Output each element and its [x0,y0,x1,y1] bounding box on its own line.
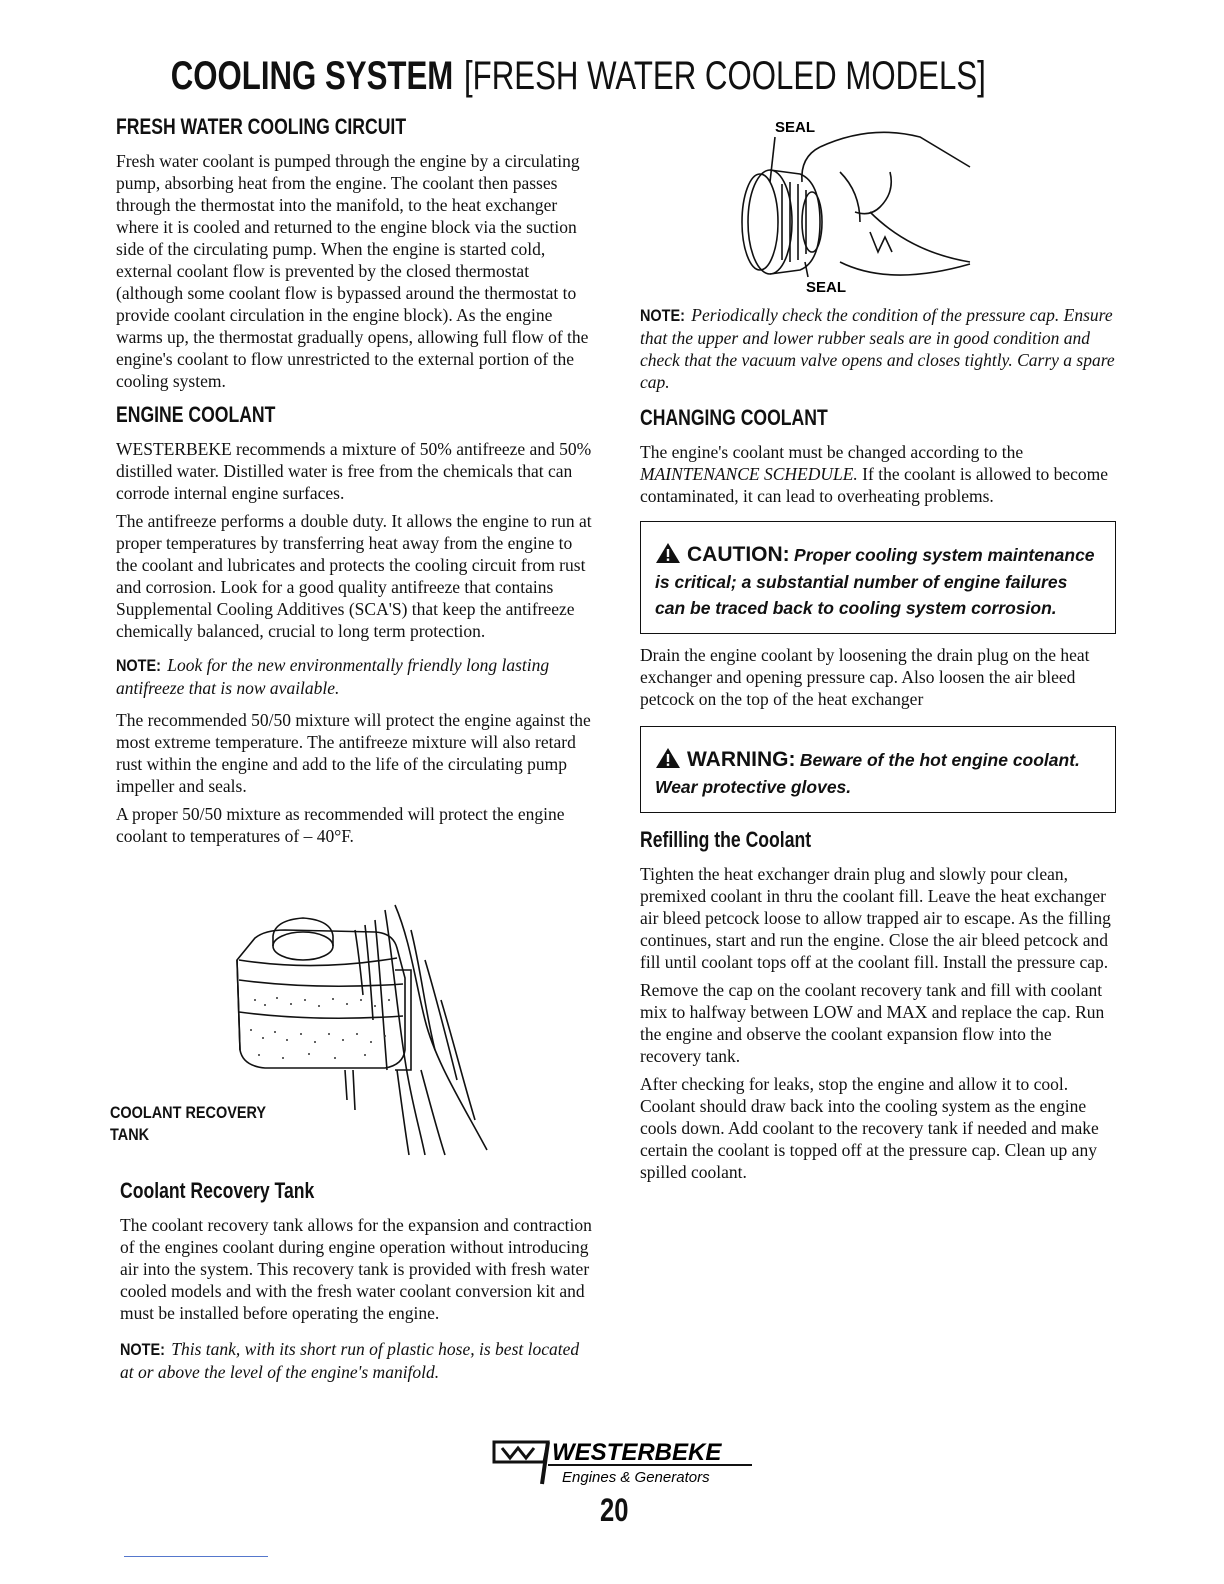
changing-coolant-paragraph [640,441,1116,507]
seal-top-label: SEAL [775,119,816,136]
refilling-paragraph-2: Remove the cap on the coolant recovery tank and fill with coolant mix to halfway between LOW and MAX and replace the cap. Run the engine and observe the coolant expansion flow into the recovery tank. [640,980,1105,1066]
title-main: COOLING SYSTEM [171,54,454,98]
engine-coolant-paragraph-2: The antifreeze performs a double duty. It allows the engine to run at proper temperatures by transferring heat away from the engine to the coolant and lubricates and protects the cooling circuit from rust and corrosion. Look for a good quality antifreeze that contains Supplemental Cooling Additives (SCA'S) that keep the antifreeze chemically balanced, crucial to long term protection. [116,511,592,641]
engine-coolant-paragraph-1: WESTERBEKE recommends a mixture of 50% antifreeze and 50% distilled water. Distilled water is free from the chemicals that can corrode internal engine surfaces. [116,439,592,503]
refilling-paragraph-3: After checking for leaks, stop the engine and allow it to cool. Coolant should draw back into the cooling system as the engine cools down. Add coolant to the recovery tank if needed and make certain the coolant is topped off at the pressure cap. Clean up any spilled coolant. [640,1074,1099,1182]
bottom-rule [124,1556,268,1557]
brand-name: WESTERBEKE [552,1439,722,1466]
caution-text: Proper cooling system maintenance is critical; a substantial number of engine failures can be traced back to cooling system corrosion. [655,545,1095,618]
warning-triangle-icon [655,747,681,774]
fresh-water-paragraph: Fresh water coolant is pumped through the engine by a circulating pump, absorbing heat from the engine. The coolant then passes through the thermostat into the manifold, to the heat exchanger where it is cooled and returned to the engine block via the suction side of the circulating pump. When the engine is started cold, external coolant flow is prevented by the closed thermostat (although some coolant flow is bypassed around the thermostat to provide coolant circulation in the engine block). As the engine warms up, the thermostat gradually opens, allowing full flow of the engine's coolant to flow unrestricted to the external portion of the cooling system. [116,151,589,391]
fresh-water-heading: FRESH WATER COOLING CIRCUIT [116,114,407,139]
note-text: Periodically check the condition of the pressure cap. Ensure that the upper and lower rubber seals are in good condition and check that the vacuum valve opens and closes tightly. Carry a spare cap. [640,305,1115,392]
page-title [0,52,1224,99]
refilling-heading: Refilling the Coolant [640,827,812,852]
tank-label-line-1: COOLANT RECOVERY [110,1103,267,1122]
note-label: NOTE: [640,306,685,325]
pressure-cap-illustration [720,112,1000,302]
engine-coolant-paragraph-4: A proper 50/50 mixture as recommended will protect the engine coolant to temperatures of – 40°F. [116,804,565,846]
title-sub: [FRESH WATER COOLED MODELS] [463,54,986,98]
westerbeke-logo [490,1432,760,1492]
page-number: 20 [600,1492,629,1528]
warning-box [640,726,1116,813]
changing-coolant-text-a: The engine's coolant must be changed according to the [640,442,1024,462]
warning-triangle-icon [655,542,681,569]
caution-box [640,521,1116,634]
caution-keyword: CAUTION: [687,543,790,566]
seal-bottom-label: SEAL [806,279,847,296]
maintenance-schedule-ref: MAINTENANCE SCHEDULE. [640,464,858,484]
tank-note [120,1338,594,1383]
note-text: This tank, with its short run of plastic hose, is best located at or above the level of the engine's manifold. [120,1339,580,1382]
warning-keyword: WARNING: [687,748,796,771]
tank-label-line-2: TANK [110,1125,150,1144]
changing-coolant-text-b: If the coolant is allowed to become contaminated, it can lead to overheating problems. [640,464,1109,506]
coolant-recovery-heading: Coolant Recovery Tank [120,1178,315,1203]
tank-label [110,1102,294,1146]
coolant-recovery-paragraph: The coolant recovery tank allows for the expansion and contraction of the engines coolant during engine operation without introducing air into the system. This recovery tank is provided with fresh water cooled models and with the fresh water coolant conversion kit and must be installed before operating the engine. [120,1215,592,1323]
engine-coolant-paragraph-3: The recommended 50/50 mixture will protect the engine against the most extreme temperature. The antifreeze mixture will also retard rust within the engine and add to the life of the circulating pump impeller and seals. [116,710,591,796]
note-label: NOTE: [116,656,161,675]
brand-tagline: Engines & Generators [562,1469,710,1486]
refilling-paragraph-1: Tighten the heat exchanger drain plug and slowly pour clean, premixed coolant in thru the coolant fill. Leave the heat exchanger air bleed petcock loose to allow trapped air to escape. As the filling continues, start and run the engine. Close the air bleed petcock and fill until coolant tops off at the coolant fill. Install the pressure cap. [640,864,1111,972]
warning-text: Beware of the hot engine coolant. Wear protective gloves. [655,750,1080,797]
left-column [116,116,594,853]
note-label: NOTE: [120,1340,165,1359]
antifreeze-note [116,654,594,699]
engine-coolant-heading: ENGINE COOLANT [116,402,276,427]
note-text: Look for the new environmentally friendly long lasting antifreeze that is now available. [116,655,550,698]
drain-paragraph: Drain the engine coolant by loosening the drain plug on the heat exchanger and opening pressure cap. Also loosen the air bleed petcock on the top of the heat exchanger [640,645,1090,709]
right-column [640,304,1116,1189]
pressure-cap-note [640,304,1116,393]
changing-coolant-heading: CHANGING COOLANT [640,405,828,430]
left-column-lower [120,1170,594,1389]
